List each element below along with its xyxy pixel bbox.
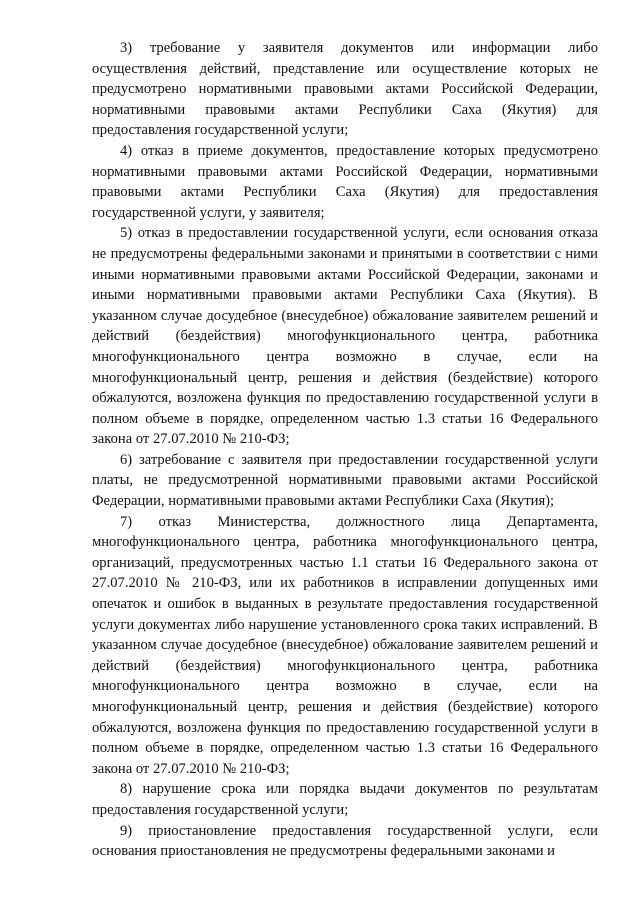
paragraph-item-6: 6) затребование с заявителя при предоставлении государственной услуги платы, не предусмотренной нормативными правовыми актами Российской Федерации, нормативными правовыми актами Республики Саха (Якутия); [92, 451, 598, 510]
document-page [92, 38, 598, 862]
paragraph-item-9: 9) приостановление предоставления государственной услуги, если основания приостановления не предусмотрены федеральными законами и [92, 822, 598, 860]
paragraph-item-3: 3) требование у заявителя документов или информации либо осуществления действий, представление или осуществление которых не предусмотрено нормативными правовыми актами Российской Федерации, нормативными правовыми актами Республики Саха (Якутия) для предоставления государственной услуги; [92, 40, 598, 139]
paragraph-item-8: 8) нарушение срока или порядка выдачи документов по результатам предоставления государственной услуги; [92, 781, 598, 818]
paragraph-item-4: 4) отказ в приеме документов, предоставление которых предусмотрено нормативными правовыми актами Российской Федерации, нормативными правовыми актами Республики Саха (Якутия) для предоставления государственной услуги, у заявителя; [92, 142, 598, 221]
paragraph-item-7: 7) отказ Министерства, должностного лица Департамента, многофункционального центра, работника многофункционального центра, организаций, предусмотренных частью 1.1 статьи 16 Федерального закона от 27.07.2010 № 210-ФЗ, или их работников в исправлении допущенных ими опечаток и ошибок в выданных в результате предоставления государственной услуги документах либо нарушение установленного срока таких исправлений. В указанном случае досудебное (внесудебное) обжалование заявителем решений и действий (бездействия) многофункционального центра, работника многофункционального центра возможно в случае, если на многофункциональный центр, решения и действия (бездействие) которого обжалуются, возложена функция по предоставлению государственной услуги в полном объеме в порядке, определенном частью 1.3 статьи 16 Федерального закона от 27.07.2010 № 210-ФЗ; [92, 513, 598, 777]
paragraph-item-5: 5) отказ в предоставлении государственной услуги, если основания отказа не предусмотрены федеральными законами и принятыми в соответствии с ними иными нормативными правовыми актами Российской Федерации, законами и иными нормативными правовыми актами Республики Саха (Якутия). В указанном случае досудебное (внесудебное) обжалование заявителем решений и действий (бездействия) многофункционального центра, работника многофункционального центра возможно в случае, если на многофункциональный центр, решения и действия (бездействие) которого обжалуются, возложена функция по предоставлению государственной услуги в полном объеме в порядке, определенном частью 1.3 статьи 16 Федерального закона от 27.07.2010 № 210-ФЗ; [92, 225, 598, 448]
